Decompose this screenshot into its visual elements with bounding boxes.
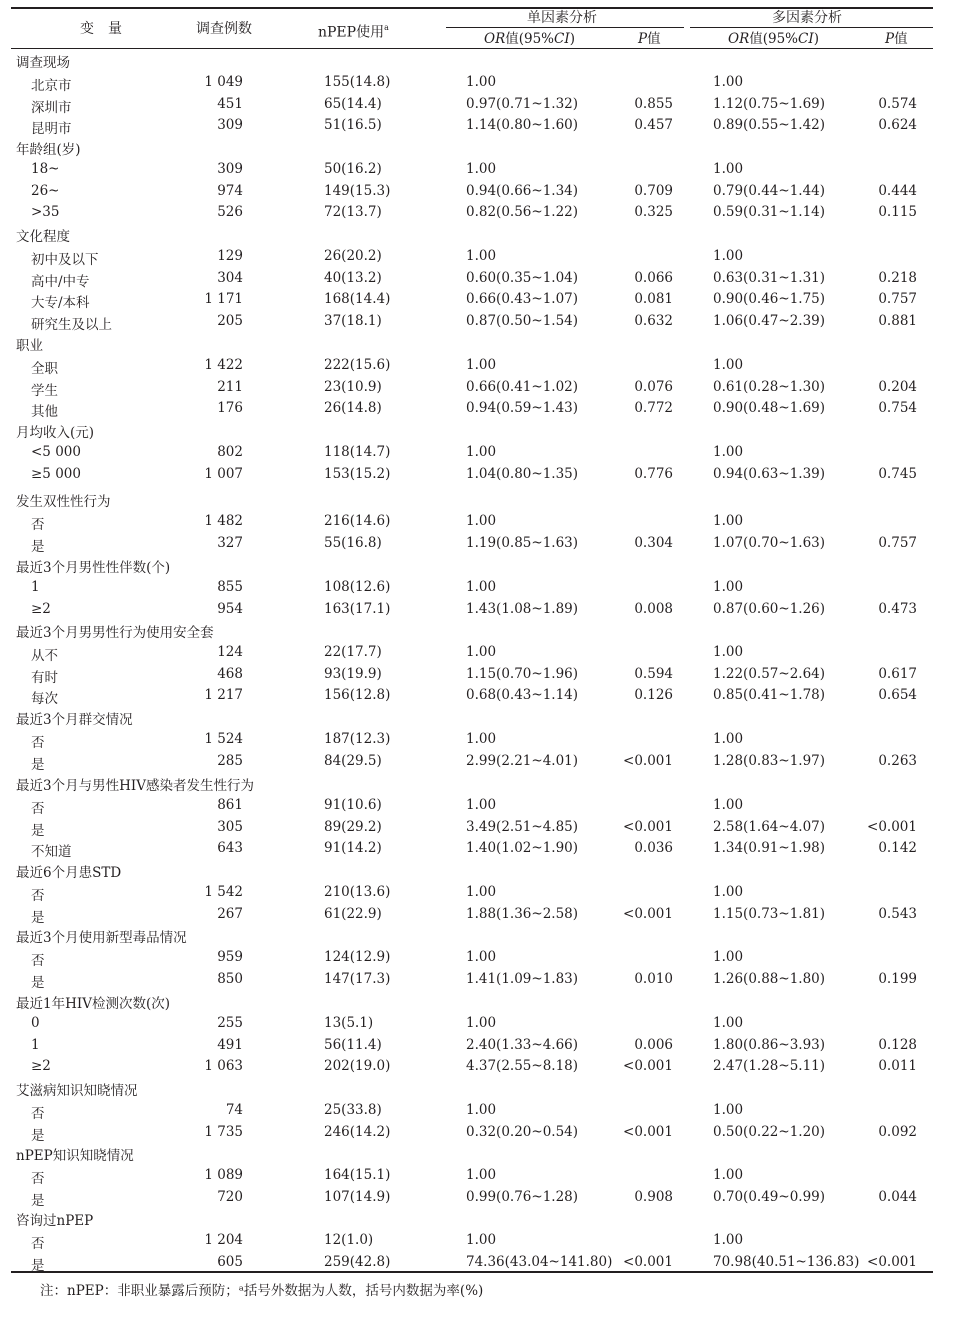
multivariate-underline: [690, 27, 933, 28]
univariate-p-header: [638, 31, 661, 47]
cell-npep: 163(17.1): [324, 601, 391, 617]
cell-univariate-or: 1.41(1.09~1.83): [466, 971, 579, 987]
row-level-label: 全职: [31, 361, 58, 377]
cell-multivariate-or: 1.12(0.75~1.69): [713, 96, 826, 112]
cell-multivariate-or: 1.07(0.70~1.63): [713, 535, 826, 551]
cell-univariate-or: 1.00: [466, 949, 497, 965]
row-level-label: 其他: [31, 404, 58, 420]
cell-multivariate-p: 0.115: [878, 204, 917, 220]
cell-multivariate-p: 0.011: [878, 1058, 917, 1074]
col-npep-header: [318, 21, 389, 41]
cell-univariate-or: 1.19(0.85~1.63): [466, 535, 579, 551]
cell-count: 304: [217, 270, 243, 286]
row-level-label: 高中/中专: [31, 274, 90, 290]
cell-univariate-or: 1.15(0.70~1.96): [466, 666, 579, 682]
cell-multivariate-or: 0.90(0.48~1.69): [713, 400, 826, 416]
cell-multivariate-or: 1.00: [713, 884, 744, 900]
cell-multivariate-p: <0.001: [867, 1254, 917, 1270]
cell-univariate-or: 1.00: [466, 1167, 497, 1183]
cell-count: 285: [217, 753, 243, 769]
cell-univariate-p: <0.001: [623, 753, 673, 769]
section-title: 最近3个月使用新型毒品情况: [16, 930, 187, 946]
section-title: 最近3个月与男性HIV感染者发生性行为: [16, 778, 254, 794]
cell-npep: 12(1.0): [324, 1232, 374, 1248]
cell-multivariate-or: 0.59(0.31~1.14): [713, 204, 826, 220]
cell-multivariate-or: 0.85(0.41~1.78): [713, 687, 826, 703]
cell-count: 1 524: [204, 731, 243, 747]
cell-multivariate-or: 1.28(0.83~1.97): [713, 753, 826, 769]
cell-npep: 93(19.9): [324, 666, 382, 682]
cell-npep: 107(14.9): [324, 1189, 391, 1205]
cell-univariate-or: 0.66(0.41~1.02): [466, 379, 579, 395]
cell-count: 1 217: [204, 687, 243, 703]
cell-count: 74: [225, 1102, 243, 1118]
cell-multivariate-or: 0.70(0.49~0.99): [713, 1189, 826, 1205]
row-level-label: 初中及以下: [31, 252, 99, 268]
multivariate-p-header: [885, 31, 908, 47]
section-title: 最近6个月患STD: [16, 865, 122, 881]
cell-npep: 222(15.6): [324, 357, 391, 373]
cell-npep: 246(14.2): [324, 1124, 391, 1140]
cell-multivariate-p: 0.473: [878, 601, 917, 617]
row-level-label: 26~: [31, 183, 60, 199]
cell-univariate-p: 0.594: [634, 666, 673, 682]
section-title: 职业: [16, 338, 43, 354]
cell-count: 129: [217, 248, 243, 264]
cell-npep: 37(18.1): [324, 313, 382, 329]
row-level-label: 0: [31, 1015, 40, 1031]
cell-count: 451: [217, 96, 243, 112]
cell-univariate-or: 0.94(0.59~1.43): [466, 400, 579, 416]
cell-npep: 25(33.8): [324, 1102, 382, 1118]
cell-multivariate-p: <0.001: [867, 819, 917, 835]
cell-univariate-or: 1.88(1.36~2.58): [466, 906, 579, 922]
cell-univariate-p: 0.081: [634, 291, 673, 307]
cell-univariate-p: <0.001: [623, 1124, 673, 1140]
or-end: ): [569, 31, 575, 47]
cell-multivariate-p: 0.044: [878, 1189, 917, 1205]
cell-count: 959: [217, 949, 243, 965]
or-mid: 值(95%: [505, 31, 555, 47]
row-level-label: 否: [31, 735, 45, 751]
cell-multivariate-or: 1.00: [713, 1102, 744, 1118]
top-rule: [11, 7, 933, 9]
cell-count: 1 063: [204, 1058, 243, 1074]
cell-npep: 210(13.6): [324, 884, 391, 900]
cell-count: 305: [217, 819, 243, 835]
p-italic: P: [638, 31, 648, 47]
row-level-label: 1: [31, 579, 40, 595]
cell-count: 1 204: [204, 1232, 243, 1248]
row-level-label: 不知道: [31, 844, 72, 860]
footnote: 注：nPEP：非职业暴露后预防；ᵃ括号外数据为人数，括号内数据为率(%): [40, 1283, 484, 1299]
cell-univariate-or: 1.00: [466, 731, 497, 747]
cell-count: 255: [217, 1015, 243, 1031]
row-level-label: 否: [31, 517, 45, 533]
cell-multivariate-or: 70.98(40.51~136.83): [713, 1254, 860, 1270]
cell-univariate-p: 0.036: [634, 840, 673, 856]
cell-npep: 22(17.7): [324, 644, 382, 660]
univariate-or-header: [484, 31, 575, 47]
row-level-label: <5 000: [31, 444, 81, 460]
cell-univariate-or: 1.00: [466, 513, 497, 529]
row-level-label: 是: [31, 910, 45, 926]
cell-count: 211: [217, 379, 243, 395]
row-level-label: 否: [31, 888, 45, 904]
cell-univariate-or: 1.43(1.08~1.89): [466, 601, 579, 617]
col-npep-superscript: a: [384, 23, 389, 32]
section-title: 最近3个月群交情况: [16, 712, 133, 728]
cell-npep: 118(14.7): [324, 444, 391, 460]
cell-univariate-or: 0.87(0.50~1.54): [466, 313, 579, 329]
cell-count: 855: [217, 579, 243, 595]
col-npep-label: nPEP使用: [318, 24, 385, 41]
cell-npep: 149(15.3): [324, 183, 391, 199]
section-title: 发生双性性行为: [16, 494, 111, 510]
cell-npep: 124(12.9): [324, 949, 391, 965]
row-level-label: 否: [31, 1236, 45, 1252]
cell-count: 1 089: [204, 1167, 243, 1183]
cell-univariate-p: 0.855: [634, 96, 673, 112]
section-title: nPEP知识知晓情况: [16, 1148, 134, 1164]
col-variable-header: 变 量: [80, 21, 122, 37]
row-level-label: 大专/本科: [31, 295, 90, 311]
cell-univariate-p: 0.776: [634, 466, 673, 482]
cell-univariate-or: 1.04(0.80~1.35): [466, 466, 579, 482]
cell-univariate-p: 0.709: [634, 183, 673, 199]
row-level-label: 是: [31, 1258, 45, 1274]
cell-multivariate-or: 1.00: [713, 644, 744, 660]
cell-univariate-or: 0.82(0.56~1.22): [466, 204, 579, 220]
row-level-label: 深圳市: [31, 100, 72, 116]
multivariate-header: 多因素分析: [772, 10, 842, 26]
cell-multivariate-or: 0.50(0.22~1.20): [713, 1124, 826, 1140]
cell-multivariate-p: 0.754: [878, 400, 917, 416]
section-title: 最近3个月男性性伴数(个): [16, 560, 171, 576]
p-suffix: 值: [647, 31, 661, 47]
cell-count: 954: [217, 601, 243, 617]
cell-univariate-p: 0.010: [634, 971, 673, 987]
cell-multivariate-p: 0.092: [878, 1124, 917, 1140]
cell-count: 1 542: [204, 884, 243, 900]
or-italic: OR: [484, 31, 506, 47]
cell-count: 720: [217, 1189, 243, 1205]
row-level-label: 1: [31, 1037, 40, 1053]
cell-multivariate-p: 0.543: [878, 906, 917, 922]
cell-univariate-or: 1.00: [466, 248, 497, 264]
row-level-label: 否: [31, 1171, 45, 1187]
cell-multivariate-or: 1.00: [713, 357, 744, 373]
cell-count: 267: [217, 906, 243, 922]
cell-multivariate-or: 1.00: [713, 1167, 744, 1183]
cell-npep: 40(13.2): [324, 270, 382, 286]
cell-count: 124: [217, 644, 243, 660]
cell-npep: 51(16.5): [324, 117, 382, 133]
cell-univariate-or: 1.00: [466, 1232, 497, 1248]
cell-univariate-or: 1.00: [466, 1102, 497, 1118]
cell-univariate-p: 0.008: [634, 601, 673, 617]
section-title: 最近3个月男男性行为使用安全套: [16, 625, 214, 641]
cell-npep: 50(16.2): [324, 161, 382, 177]
row-level-label: ≥2: [31, 1058, 51, 1074]
cell-count: 205: [217, 313, 243, 329]
cell-npep: 55(16.8): [324, 535, 382, 551]
row-level-label: 从不: [31, 648, 58, 664]
cell-univariate-p: 0.325: [634, 204, 673, 220]
cell-npep: 26(20.2): [324, 248, 382, 264]
cell-multivariate-or: 1.00: [713, 731, 744, 747]
cell-univariate-or: 74.36(43.04~141.80): [466, 1254, 613, 1270]
cell-npep: 91(14.2): [324, 840, 382, 856]
cell-multivariate-p: 0.128: [878, 1037, 917, 1053]
cell-univariate-p: 0.126: [634, 687, 673, 703]
ci-italic: CI: [554, 31, 570, 47]
cell-univariate-or: 1.14(0.80~1.60): [466, 117, 579, 133]
cell-count: 176: [217, 400, 243, 416]
cell-npep: 216(14.6): [324, 513, 391, 529]
cell-count: 491: [217, 1037, 243, 1053]
cell-count: 309: [217, 161, 243, 177]
cell-npep: 56(11.4): [324, 1037, 382, 1053]
cell-univariate-p: 0.632: [634, 313, 673, 329]
cell-univariate-or: 1.00: [466, 74, 497, 90]
univariate-underline: [446, 27, 684, 28]
section-title: 最近1年HIV检测次数(次): [16, 996, 170, 1012]
cell-npep: 91(10.6): [324, 797, 382, 813]
cell-multivariate-or: 1.00: [713, 949, 744, 965]
cell-univariate-or: 0.60(0.35~1.04): [466, 270, 579, 286]
row-level-label: 否: [31, 801, 45, 817]
cell-multivariate-or: 1.00: [713, 797, 744, 813]
cell-univariate-or: 1.00: [466, 797, 497, 813]
cell-univariate-or: 0.97(0.71~1.32): [466, 96, 579, 112]
cell-multivariate-p: 0.199: [878, 971, 917, 987]
cell-multivariate-p: 0.218: [878, 270, 917, 286]
cell-univariate-or: 0.94(0.66~1.34): [466, 183, 579, 199]
cell-count: 526: [217, 204, 243, 220]
cell-univariate-or: 1.00: [466, 444, 497, 460]
cell-multivariate-p: 0.881: [878, 313, 917, 329]
cell-univariate-or: 0.99(0.76~1.28): [466, 1189, 579, 1205]
cell-npep: 155(14.8): [324, 74, 391, 90]
cell-univariate-or: 2.99(2.21~4.01): [466, 753, 579, 769]
row-level-label: 是: [31, 757, 45, 773]
row-level-label: 否: [31, 953, 45, 969]
cell-count: 861: [217, 797, 243, 813]
row-level-label: 北京市: [31, 78, 72, 94]
cell-multivariate-or: 1.00: [713, 1015, 744, 1031]
cell-multivariate-p: 0.204: [878, 379, 917, 395]
cell-multivariate-p: 0.624: [878, 117, 917, 133]
cell-npep: 61(22.9): [324, 906, 382, 922]
cell-multivariate-or: 2.47(1.28~5.11): [713, 1058, 826, 1074]
cell-multivariate-or: 1.00: [713, 161, 744, 177]
cell-npep: 259(42.8): [324, 1254, 391, 1270]
cell-multivariate-p: 0.757: [878, 291, 917, 307]
multivariate-or-header: [728, 31, 819, 47]
cell-multivariate-or: 1.00: [713, 248, 744, 264]
cell-multivariate-or: 1.00: [713, 513, 744, 529]
row-level-label: 是: [31, 539, 45, 555]
cell-univariate-or: 0.32(0.20~0.54): [466, 1124, 579, 1140]
cell-multivariate-or: 1.15(0.73~1.81): [713, 906, 826, 922]
cell-univariate-p: 0.304: [634, 535, 673, 551]
cell-univariate-p: 0.908: [634, 1189, 673, 1205]
cell-count: 468: [217, 666, 243, 682]
cell-npep: 147(17.3): [324, 971, 391, 987]
row-level-label: 昆明市: [31, 121, 72, 137]
row-level-label: 每次: [31, 691, 58, 707]
cell-univariate-p: 0.772: [634, 400, 673, 416]
cell-count: 643: [217, 840, 243, 856]
cell-count: 327: [217, 535, 243, 551]
cell-univariate-or: 1.00: [466, 1015, 497, 1031]
cell-univariate-or: 1.00: [466, 357, 497, 373]
cell-npep: 13(5.1): [324, 1015, 374, 1031]
row-level-label: 是: [31, 1128, 45, 1144]
cell-npep: 65(14.4): [324, 96, 382, 112]
row-level-label: ≥5 000: [31, 466, 81, 482]
section-title: 咨询过nPEP: [16, 1213, 94, 1229]
cell-multivariate-p: 0.574: [878, 96, 917, 112]
bottom-rule: [11, 1271, 933, 1273]
cell-npep: 156(12.8): [324, 687, 391, 703]
section-title: 文化程度: [16, 229, 70, 245]
cell-multivariate-or: 1.00: [713, 444, 744, 460]
cell-multivariate-or: 0.89(0.55~1.42): [713, 117, 826, 133]
cell-univariate-p: <0.001: [623, 819, 673, 835]
cell-univariate-or: 4.37(2.55~8.18): [466, 1058, 579, 1074]
cell-multivariate-p: 0.263: [878, 753, 917, 769]
p-suffix: 值: [894, 31, 908, 47]
cell-npep: 153(15.2): [324, 466, 391, 482]
cell-multivariate-p: 0.617: [878, 666, 917, 682]
cell-multivariate-or: 1.00: [713, 1232, 744, 1248]
cell-count: 850: [217, 971, 243, 987]
cell-univariate-or: 1.00: [466, 579, 497, 595]
row-level-label: 18~: [31, 161, 60, 177]
cell-univariate-p: 0.006: [634, 1037, 673, 1053]
cell-multivariate-or: 0.63(0.31~1.31): [713, 270, 826, 286]
cell-univariate-p: <0.001: [623, 906, 673, 922]
col-count-header: 调查例数: [196, 21, 252, 37]
cell-count: 974: [217, 183, 243, 199]
p-italic: P: [885, 31, 895, 47]
cell-count: 1 482: [204, 513, 243, 529]
cell-univariate-p: 0.457: [634, 117, 673, 133]
cell-npep: 23(10.9): [324, 379, 382, 395]
section-title: 艾滋病知识知晓情况: [16, 1083, 138, 1099]
cell-univariate-or: 2.40(1.33~4.66): [466, 1037, 579, 1053]
cell-univariate-or: 1.00: [466, 161, 497, 177]
section-title: 年龄组(岁): [16, 142, 81, 158]
cell-npep: 108(12.6): [324, 579, 391, 595]
cell-univariate-or: 1.40(1.02~1.90): [466, 840, 579, 856]
section-title: 月均收入(元): [16, 425, 95, 441]
cell-multivariate-or: 1.26(0.88~1.80): [713, 971, 826, 987]
row-level-label: 有时: [31, 670, 58, 686]
cell-univariate-or: 3.49(2.51~4.85): [466, 819, 579, 835]
cell-multivariate-or: 0.90(0.46~1.75): [713, 291, 826, 307]
or-end: ): [813, 31, 819, 47]
cell-multivariate-p: 0.444: [878, 183, 917, 199]
cell-multivariate-or: 1.00: [713, 579, 744, 595]
row-level-label: 学生: [31, 383, 58, 399]
section-title: 调查现场: [16, 55, 70, 71]
cell-count: 1 735: [204, 1124, 243, 1140]
cell-multivariate-or: 0.87(0.60~1.26): [713, 601, 826, 617]
cell-multivariate-or: 1.80(0.86~3.93): [713, 1037, 826, 1053]
cell-count: 1 171: [204, 291, 243, 307]
cell-count: 1 049: [204, 74, 243, 90]
row-level-label: >35: [31, 204, 60, 220]
row-level-label: ≥2: [31, 601, 51, 617]
cell-npep: 26(14.8): [324, 400, 382, 416]
cell-univariate-or: 0.68(0.43~1.14): [466, 687, 579, 703]
or-italic: OR: [728, 31, 750, 47]
univariate-header: 单因素分析: [527, 10, 597, 26]
cell-univariate-or: 1.00: [466, 884, 497, 900]
cell-multivariate-p: 0.142: [878, 840, 917, 856]
row-level-label: 研究生及以上: [31, 317, 112, 333]
cell-npep: 202(19.0): [324, 1058, 391, 1074]
cell-npep: 89(29.2): [324, 819, 382, 835]
cell-univariate-p: 0.066: [634, 270, 673, 286]
cell-multivariate-p: 0.757: [878, 535, 917, 551]
cell-multivariate-p: 0.745: [878, 466, 917, 482]
cell-count: 1 422: [204, 357, 243, 373]
cell-multivariate-or: 1.34(0.91~1.98): [713, 840, 826, 856]
or-mid: 值(95%: [749, 31, 799, 47]
cell-count: 605: [217, 1254, 243, 1270]
cell-count: 1 007: [204, 466, 243, 482]
cell-npep: 72(13.7): [324, 204, 382, 220]
cell-multivariate-or: 1.00: [713, 74, 744, 90]
cell-npep: 168(14.4): [324, 291, 391, 307]
cell-npep: 187(12.3): [324, 731, 391, 747]
cell-univariate-p: <0.001: [623, 1058, 673, 1074]
cell-univariate-or: 1.00: [466, 644, 497, 660]
cell-npep: 84(29.5): [324, 753, 382, 769]
cell-npep: 164(15.1): [324, 1167, 391, 1183]
cell-multivariate-or: 0.79(0.44~1.44): [713, 183, 826, 199]
cell-univariate-or: 0.66(0.43~1.07): [466, 291, 579, 307]
cell-multivariate-or: 1.22(0.57~2.64): [713, 666, 826, 682]
row-level-label: 是: [31, 1193, 45, 1209]
header-bottom-rule: [11, 48, 933, 49]
cell-multivariate-or: 0.94(0.63~1.39): [713, 466, 826, 482]
row-level-label: 是: [31, 975, 45, 991]
cell-count: 309: [217, 117, 243, 133]
cell-multivariate-or: 2.58(1.64~4.07): [713, 819, 826, 835]
cell-count: 802: [217, 444, 243, 460]
cell-univariate-p: <0.001: [623, 1254, 673, 1270]
ci-italic: CI: [798, 31, 814, 47]
cell-multivariate-p: 0.654: [878, 687, 917, 703]
row-level-label: 否: [31, 1106, 45, 1122]
cell-multivariate-or: 1.06(0.47~2.39): [713, 313, 826, 329]
cell-multivariate-or: 0.61(0.28~1.30): [713, 379, 826, 395]
cell-univariate-p: 0.076: [634, 379, 673, 395]
row-level-label: 是: [31, 823, 45, 839]
